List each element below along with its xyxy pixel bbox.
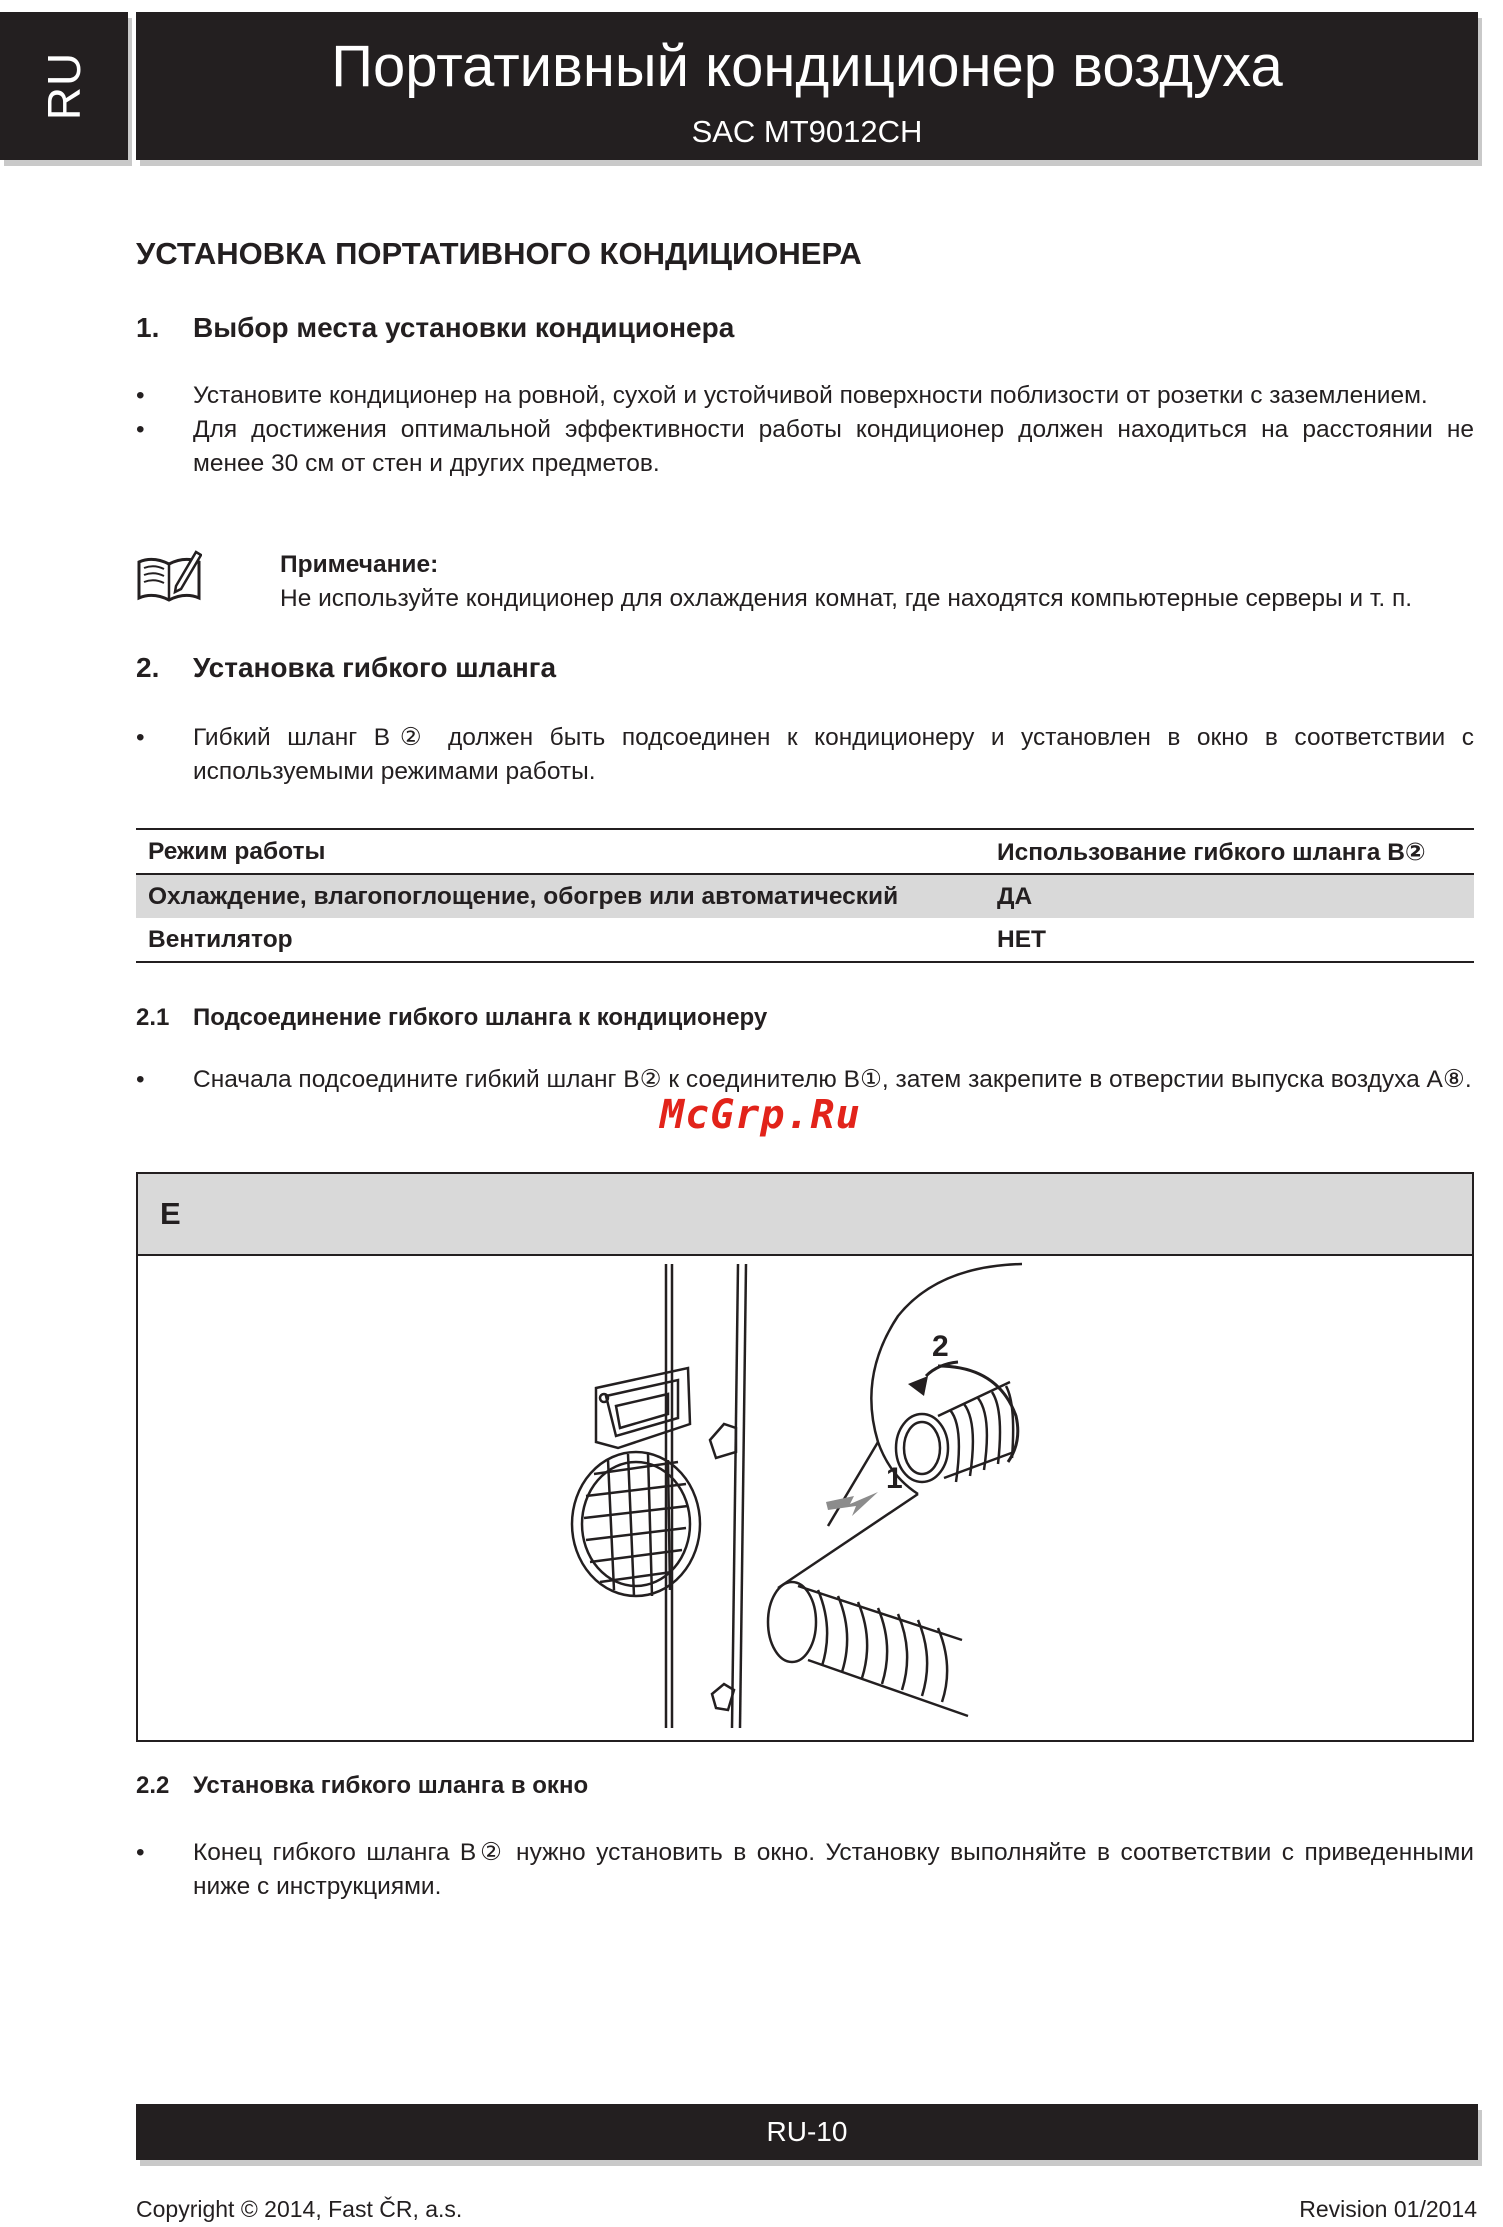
note-title: Примечание: [280,551,439,578]
table-header-row [136,829,1474,874]
model-name: SAC MT9012CH [691,114,923,149]
table-header-cell: Режим работы [136,829,985,874]
section-1-bullets [136,379,1474,481]
page-number: RU-10 [766,2116,848,2147]
table-row [136,918,1474,962]
table-header-cell: Использование гибкого шланга B② [985,829,1474,874]
modes-table [136,828,1474,963]
language-code: RU [38,51,90,121]
copyright: Copyright © 2014, Fast ČR, a.s. [136,2196,463,2222]
section-1-number: 1. [136,312,160,343]
hose-connection-illustration [138,1256,1472,1740]
step-2-label: 2 [932,1330,949,1363]
section-2-1-heading [136,1004,767,1032]
section-2-title: Установка гибкого шланга [193,652,557,683]
note-text: Не используйте кондиционер для охлаждения комнат, где находятся компьютерные серверы и т. п. [280,585,1413,612]
section-1-title: Выбор места установки кондиционера [193,312,735,343]
section-2-2-bullets [136,1836,1474,1904]
revision: Revision 01/2014 [1299,2196,1477,2222]
list-item: • Конец гибкого шланга B② нужно установить в окно. Установку выполняйте в соответствии с приведенными ниже с инструкциями. [136,1839,1474,1900]
section-2-2-number: 2.2 [136,1772,170,1799]
language-tab [0,12,128,160]
table-cell: Охлаждение, влагопоглощение, обогрев или автоматический [136,874,985,918]
section-2-1-title: Подсоединение гибкого шланга к кондиционеру [193,1004,768,1031]
page-title: Портативный кондиционер воздуха [331,34,1283,99]
page-number-bar [136,2104,1478,2160]
table-cell: Вентилятор [136,918,985,962]
figure-e [136,1172,1474,1742]
figure-label: E [160,1196,181,1231]
section-2-heading [136,652,556,684]
section-2-1-number: 2.1 [136,1004,170,1031]
section-2-2-title: Установка гибкого шланга в окно [193,1772,589,1799]
book-pencil-icon [136,548,202,606]
section-1-heading [136,312,734,344]
title-bar [136,12,1478,160]
section-2-bullets [136,721,1474,789]
section-2-number: 2. [136,652,160,683]
figure-header [138,1174,1472,1256]
list-item: • Для достижения оптимальной эффективности работы кондиционер должен находиться на расстоянии не менее 30 см от стен и других предметов. [136,416,1474,477]
list-item: • Установите кондиционер на ровной, сухой и устойчивой поверхности поблизости от розетки с заземлением. [136,382,1428,409]
table-cell: ДА [985,874,1474,918]
table-row [136,874,1474,918]
section-2-2-heading [136,1772,588,1800]
main-heading: УСТАНОВКА ПОРТАТИВНОГО КОНДИЦИОНЕРА [136,236,862,271]
watermark: McGrp.Ru [660,1092,861,1138]
note-block [280,548,1480,616]
step-1-label: 1 [886,1462,903,1495]
table-cell: НЕТ [985,918,1474,962]
list-item: • Сначала подсоедините гибкий шланг B② к соединителю B①, затем закрепите в отверстии выпуска воздуха A⑧. [136,1066,1472,1093]
list-item: • Гибкий шланг B② должен быть подсоединен к кондиционеру и установлен в окно в соответствии с используемыми режимами работы. [136,724,1474,785]
